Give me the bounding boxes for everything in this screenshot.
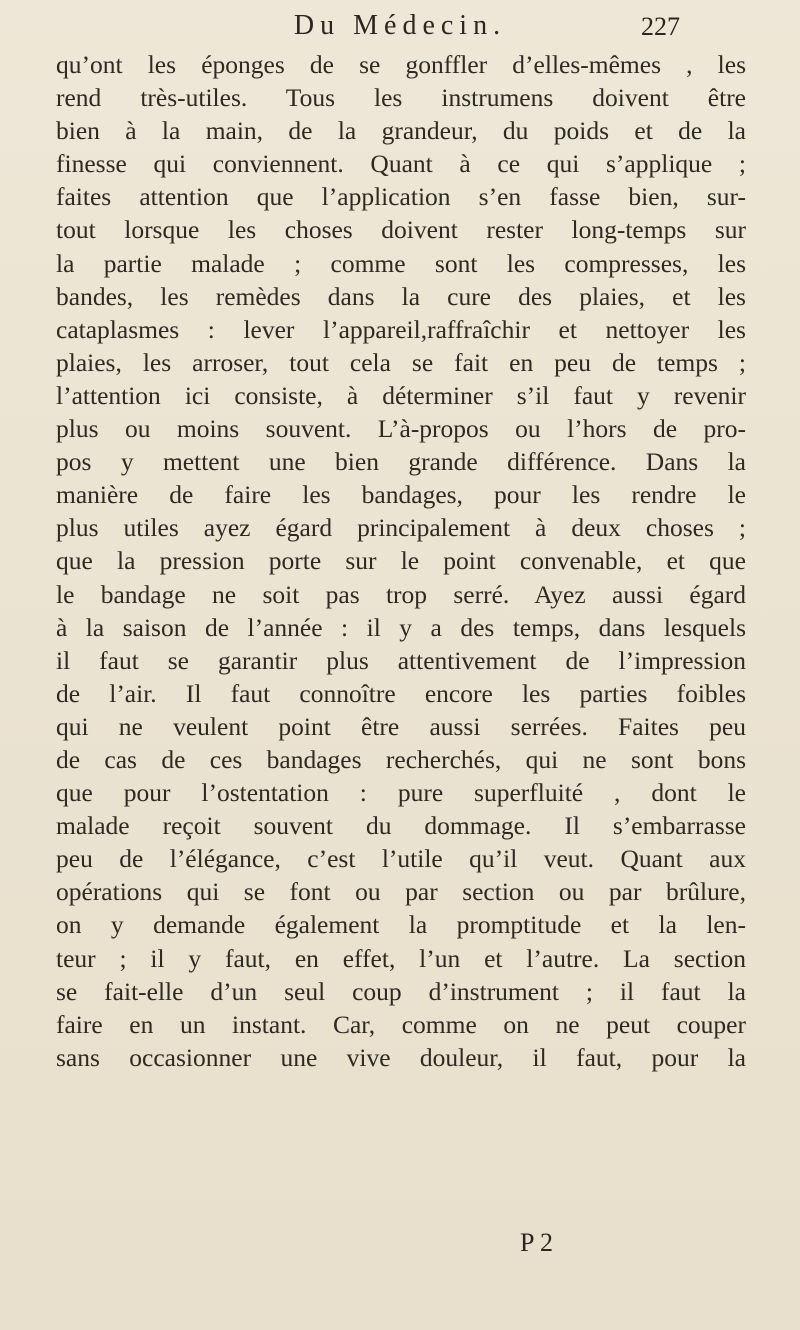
text-line: de cas de ces bandages recherchés, qui ne sont bons [56, 744, 746, 774]
text-line: bien à la main, de la grandeur, du poids et de la [56, 116, 746, 146]
text-line: pos y mettent une bien grande différence. Dans la [56, 447, 746, 477]
text-line: faire en un instant. Car, comme on ne peut couper [56, 1009, 746, 1039]
body-text [56, 48, 746, 1074]
text-line: sans occasionner une vive douleur, il faut, pour la [56, 1042, 746, 1072]
page-number: 227 [641, 12, 680, 41]
text-line: la partie malade ; comme sont les compresses, les [56, 248, 746, 278]
text-line: qui ne veulent point être aussi serrées. Faites peu [56, 711, 746, 741]
text-line: faites attention que l’application s’en fasse bien, sur- [56, 182, 746, 212]
running-title: Du Médecin. [293, 10, 507, 41]
text-line: malade reçoit souvent du dommage. Il s’embarrasse [56, 811, 746, 841]
running-head [200, 10, 680, 50]
text-line: rend très-utiles. Tous les instrumens doivent être [56, 83, 746, 113]
text-line: on y demande également la promptitude et la len- [56, 910, 746, 940]
text-line: cataplasmes : lever l’appareil,raffraîchir et nettoyer les [56, 314, 746, 344]
text-line: teur ; il y faut, en effet, l’un et l’autre. La section [56, 943, 746, 973]
text-line: que la pression porte sur le point convenable, et que [56, 546, 746, 576]
signature-mark: P 2 [520, 1228, 553, 1257]
text-line: de l’air. Il faut connoître encore les parties foibles [56, 678, 746, 708]
text-line: finesse qui conviennent. Quant à ce qui s’applique ; [56, 149, 746, 179]
text-line: tout lorsque les choses doivent rester long-temps sur [56, 215, 746, 245]
text-line: manière de faire les bandages, pour les rendre le [56, 480, 746, 510]
text-line: plus utiles ayez égard principalement à deux choses ; [56, 513, 746, 543]
text-line: plus ou moins souvent. L’à-propos ou l’hors de pro- [56, 414, 746, 444]
text-line: peu de l’élégance, c’est l’utile qu’il veut. Quant aux [56, 844, 746, 874]
text-line: le bandage ne soit pas trop serré. Ayez aussi égard [56, 579, 746, 609]
text-line: l’attention ici consiste, à déterminer s’il faut y revenir [56, 380, 746, 410]
text-line: qu’ont les éponges de se gonffler d’elles-mêmes , les [56, 50, 746, 79]
text-line: se fait-elle d’un seul coup d’instrument ; il faut la [56, 976, 746, 1006]
text-line: que pour l’ostentation : pure superfluité , dont le [56, 778, 746, 808]
text-line: il faut se garantir plus attentivement de l’impression [56, 645, 746, 675]
text-line: plaies, les arroser, tout cela se fait en peu de temps ; [56, 347, 746, 377]
text-line: bandes, les remèdes dans la cure des plaies, et les [56, 281, 746, 311]
text-line: opérations qui se font ou par section ou par brûlure, [56, 877, 746, 907]
text-line: à la saison de l’année : il y a des temps, dans lesquels [56, 612, 746, 642]
